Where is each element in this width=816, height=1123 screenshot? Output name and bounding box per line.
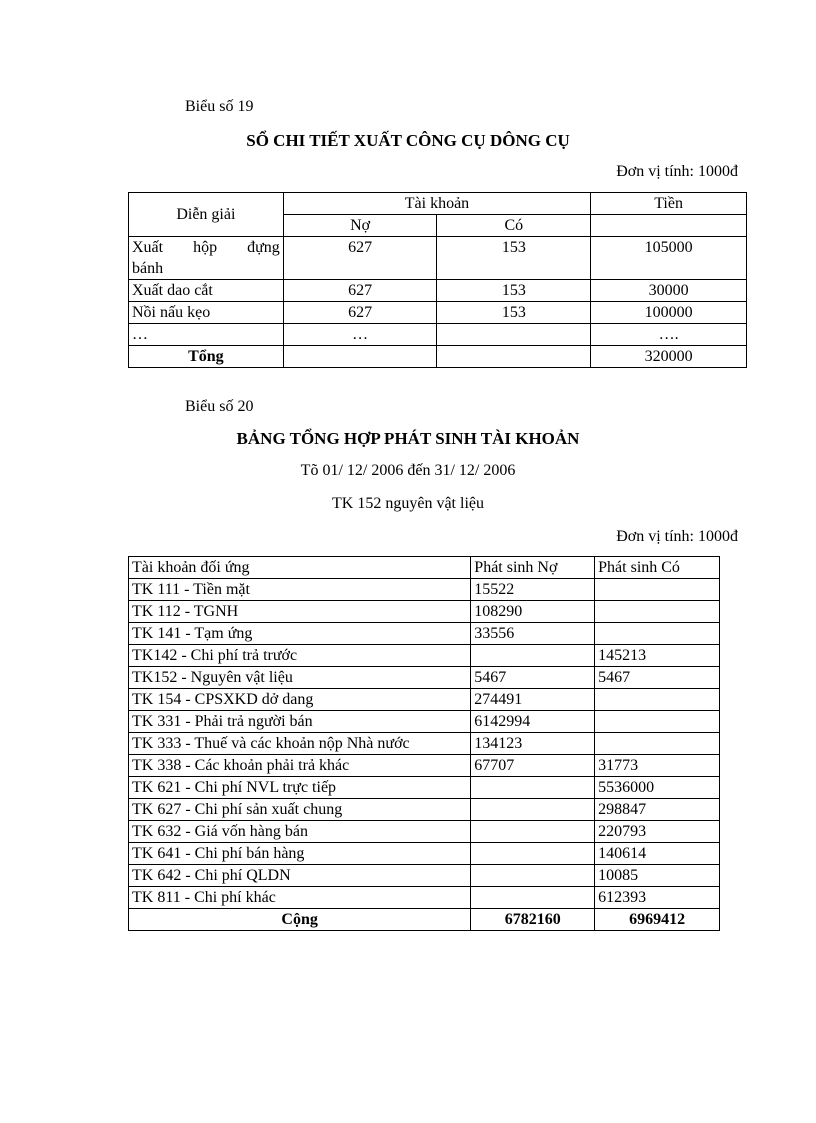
tool-issue-table — [128, 192, 747, 368]
row-tien: …. — [591, 324, 747, 346]
row-debit: 33556 — [471, 623, 595, 645]
row-debit: 134123 — [471, 733, 595, 755]
row-account: TK 627 - Chi phí sản xuất chung — [129, 799, 471, 821]
row-debit: 108290 — [471, 601, 595, 623]
row-account: TK142 - Chi phí trả trước — [129, 645, 471, 667]
row-desc — [129, 237, 284, 280]
table-row — [129, 302, 747, 324]
row-debit: 15522 — [471, 579, 595, 601]
row-credit: 31773 — [595, 755, 720, 777]
table-row — [129, 865, 720, 887]
row-desc-line2: bánh — [132, 260, 164, 277]
row-account: TK152 - Nguyên vật liệu — [129, 667, 471, 689]
table-row — [129, 755, 720, 777]
table-row — [129, 887, 720, 909]
row-credit — [595, 689, 720, 711]
header-empty — [591, 215, 747, 237]
row-credit — [595, 623, 720, 645]
row-desc: Nồi nấu kẹo — [129, 302, 284, 324]
table-row — [129, 711, 720, 733]
row-desc: … — [129, 324, 284, 346]
row-account: TK 338 - Các khoản phải trả khác — [129, 755, 471, 777]
table-row — [129, 843, 720, 865]
account-summary-table — [128, 556, 720, 931]
row-credit: 10085 — [595, 865, 720, 887]
total-debit: 6782160 — [471, 909, 595, 931]
table-row — [129, 733, 720, 755]
row-account: TK 621 - Chi phí NVL trực tiếp — [129, 777, 471, 799]
section19-title: SỔ CHI TIẾT XUẤT CÔNG CỤ DÔNG CỤ — [246, 131, 570, 150]
row-account: TK 642 - Chi phí QLDN — [129, 865, 471, 887]
table-row — [129, 689, 720, 711]
row-no: 627 — [283, 302, 437, 324]
row-credit — [595, 579, 720, 601]
header-account: Tài khoản đối ứng — [129, 557, 471, 579]
row-credit: 145213 — [595, 645, 720, 667]
row-tien: 30000 — [591, 280, 747, 302]
table-row — [129, 280, 747, 302]
row-account: TK 641 - Chi phí bán hàng — [129, 843, 471, 865]
row-credit: 612393 — [595, 887, 720, 909]
section20-unit: Đơn vị tính: 1000đ — [616, 528, 738, 545]
row-account: TK 333 - Thuế và các khoản nộp Nhà nước — [129, 733, 471, 755]
header-dien-giai: Diễn giải — [129, 193, 284, 237]
header-no: Nợ — [283, 215, 437, 237]
total-value: 320000 — [591, 346, 747, 368]
row-credit: 220793 — [595, 821, 720, 843]
row-co: 153 — [437, 237, 591, 280]
row-credit: 298847 — [595, 799, 720, 821]
row-tien: 105000 — [591, 237, 747, 280]
table-row — [129, 324, 747, 346]
total-credit: 6969412 — [595, 909, 720, 931]
row-credit: 5536000 — [595, 777, 720, 799]
table-row — [129, 645, 720, 667]
row-debit: 67707 — [471, 755, 595, 777]
header-tai-khoan: Tài khoản — [283, 193, 590, 215]
row-co — [437, 324, 591, 346]
section20-title: BẢNG TỔNG HỢP PHÁT SINH TÀI KHOẢN — [236, 429, 580, 448]
row-no: … — [283, 324, 437, 346]
row-credit — [595, 601, 720, 623]
row-account: TK 154 - CPSXKD dở dang — [129, 689, 471, 711]
row-debit: 5467 — [471, 667, 595, 689]
table-row — [129, 799, 720, 821]
table-header-row — [129, 193, 747, 215]
header-co: Có — [437, 215, 591, 237]
row-no: 627 — [283, 237, 437, 280]
row-debit: 274491 — [471, 689, 595, 711]
section19-label: Biểu số 19 — [185, 98, 254, 115]
row-credit — [595, 711, 720, 733]
section19-unit: Đơn vị tính: 1000đ — [616, 163, 738, 180]
row-debit — [471, 843, 595, 865]
row-account: TK 811 - Chi phí khác — [129, 887, 471, 909]
total-label: Cộng — [129, 909, 471, 931]
row-account: TK 112 - TGNH — [129, 601, 471, 623]
row-debit — [471, 887, 595, 909]
header-debit: Phát sinh Nợ — [471, 557, 595, 579]
row-debit — [471, 865, 595, 887]
row-no: 627 — [283, 280, 437, 302]
table-row — [129, 237, 747, 280]
row-account: TK 331 - Phải trả người bán — [129, 711, 471, 733]
row-credit: 5467 — [595, 667, 720, 689]
row-debit — [471, 821, 595, 843]
table-row — [129, 579, 720, 601]
table-total-row — [129, 909, 720, 931]
row-co: 153 — [437, 302, 591, 324]
row-account: TK 632 - Giá vốn hàng bán — [129, 821, 471, 843]
row-tien: 100000 — [591, 302, 747, 324]
table-row — [129, 777, 720, 799]
table-row — [129, 601, 720, 623]
row-account: TK 111 - Tiền mặt — [129, 579, 471, 601]
row-credit: 140614 — [595, 843, 720, 865]
total-empty — [437, 346, 591, 368]
table-header-row — [129, 557, 720, 579]
header-credit: Phát sinh Có — [595, 557, 720, 579]
row-debit — [471, 645, 595, 667]
row-debit: 6142994 — [471, 711, 595, 733]
section20-account: TK 152 nguyên vật liệu — [332, 495, 484, 512]
total-empty — [283, 346, 437, 368]
header-tien: Tiền — [591, 193, 747, 215]
table-row — [129, 821, 720, 843]
section20-label: Biểu số 20 — [185, 398, 254, 415]
row-account: TK 141 - Tạm ứng — [129, 623, 471, 645]
table-row — [129, 623, 720, 645]
row-co: 153 — [437, 280, 591, 302]
section20-period: Tõ 01/ 12/ 2006 đến 31/ 12/ 2006 — [300, 462, 516, 479]
row-debit — [471, 777, 595, 799]
row-credit — [595, 733, 720, 755]
row-desc-line1: Xuất hộp đựng — [132, 239, 280, 256]
total-label: Tổng — [129, 346, 284, 368]
row-debit — [471, 799, 595, 821]
row-desc: Xuất dao cắt — [129, 280, 284, 302]
table-total-row — [129, 346, 747, 368]
table-row — [129, 667, 720, 689]
